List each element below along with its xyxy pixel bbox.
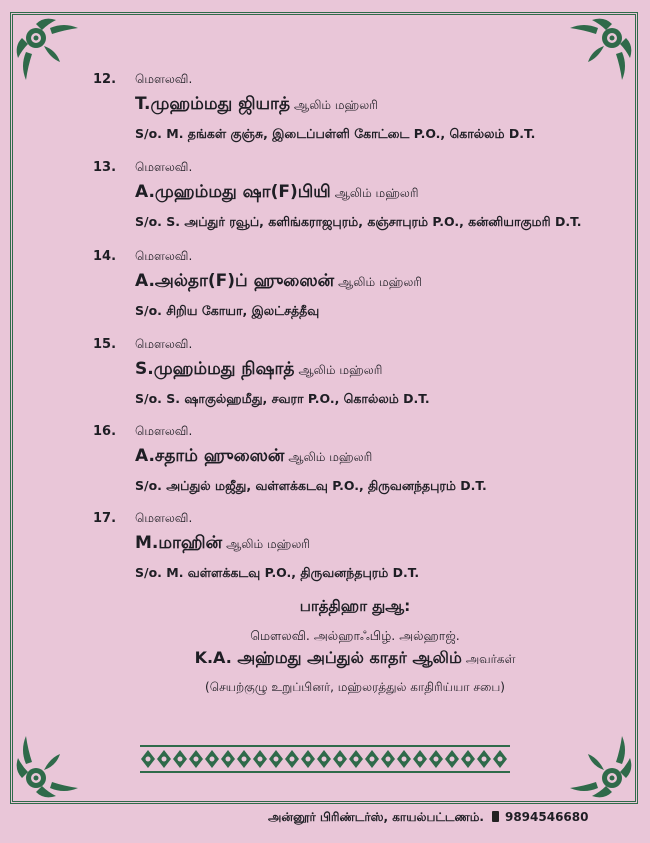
entry-name-main: A.சதாம் ஹுஸைன் [135,446,285,466]
decorative-band [140,745,510,773]
entry-address: S/o. சிறிய கோயா, இலட்சத்தீவு [135,303,320,318]
entry-degree: ஆலிம் மஹ்லரி [294,98,378,112]
entry-address: S/o. M. தங்கள் குஞ்சு, இடைப்பள்ளி கோட்டை P.O., கொல்லம் D.T. [135,126,536,141]
corner-ornament-top-left [12,14,84,86]
entry-address: S/o. M. வள்ளக்கடவு P.O., திருவனந்தபுரம் D.T. [135,565,420,580]
entry-name [135,271,422,293]
entry-name-main: A.முஹம்மது ஷா(F)பியி [135,182,331,202]
entry-title: மௌலவி. [135,249,193,263]
entry-name [135,446,372,468]
entry-title: மௌலவி. [135,511,193,525]
entry-number: 12. [93,72,117,87]
entry-address: S/o. S. அப்துர் ரவூப், களிங்கராஜபுரம், கஞ்சாபுரம் P.O., கன்னியாகுமரி D.T. [135,214,582,229]
entry-number: 16. [93,424,117,439]
phone-icon [492,811,499,822]
entry-name [135,533,310,555]
dua-name-main: K.A. அஹ்மது அப்துல் காதர் ஆலிம் [194,648,462,667]
entry-number: 17. [93,511,117,526]
corner-ornament-top-right [564,14,636,86]
dua-title: மௌலவி. அல்ஹாஃபிழ். அல்ஹாஜ். [250,628,460,643]
corner-ornament-bottom-left [12,730,84,802]
entry-name-main: S.முஹம்மது நிஷாத் [135,359,295,379]
printer-name: அன்னூர் பிரிண்டர்ஸ், காயல்பட்டணம். [268,810,484,824]
entry-degree: ஆலிம் மஹ்லரி [288,450,373,464]
printer-footer [268,810,588,826]
entry-name-main: M.மாஹின் [135,533,223,553]
entry-name [135,359,382,381]
entry-title: மௌலவி. [135,337,193,351]
corner-ornament-bottom-right [564,730,636,802]
entry-number: 14. [93,249,117,264]
dua-name-suffix: அவர்கள் [465,652,516,666]
entry-name-main: T.முஹம்மது ஜியாத் [135,94,291,114]
entry-degree: ஆலிம் மஹ்லரி [298,363,383,377]
entry-number: 13. [93,160,117,175]
entry-title: மௌலவி. [135,424,193,438]
entry-name [135,94,378,116]
phone-number: 9894546680 [504,810,589,824]
entry-name-main: A.அல்தா(F)ப் ஹுஸைன் [135,271,335,291]
entry-title: மௌலவி. [135,160,193,174]
entry-number: 15. [93,337,117,352]
entry-degree: ஆலிம் மஹ்லரி [338,275,422,289]
dua-role: (செயற்குழு உறுப்பினர், மஹ்லரத்துல் காதிரிய்யா சபை) [205,680,505,694]
entry-degree: ஆலிம் மஹ்லரி [334,186,419,200]
entry-address: S/o. அப்துல் மஜீது, வள்ளக்கடவு P.O., திருவனந்தபுரம் D.T. [135,478,487,493]
entry-degree: ஆலிம் மஹ்லரி [226,537,310,551]
entry-address: S/o. S. ஷாகுல்ஹமீது, சவரா P.O., கொல்லம் D.T. [135,391,430,406]
entry-title: மௌலவி. [135,72,193,86]
dua-name [30,648,650,669]
dua-heading: பாத்திஹா துஆ: [299,597,411,615]
entry-name [135,182,419,204]
